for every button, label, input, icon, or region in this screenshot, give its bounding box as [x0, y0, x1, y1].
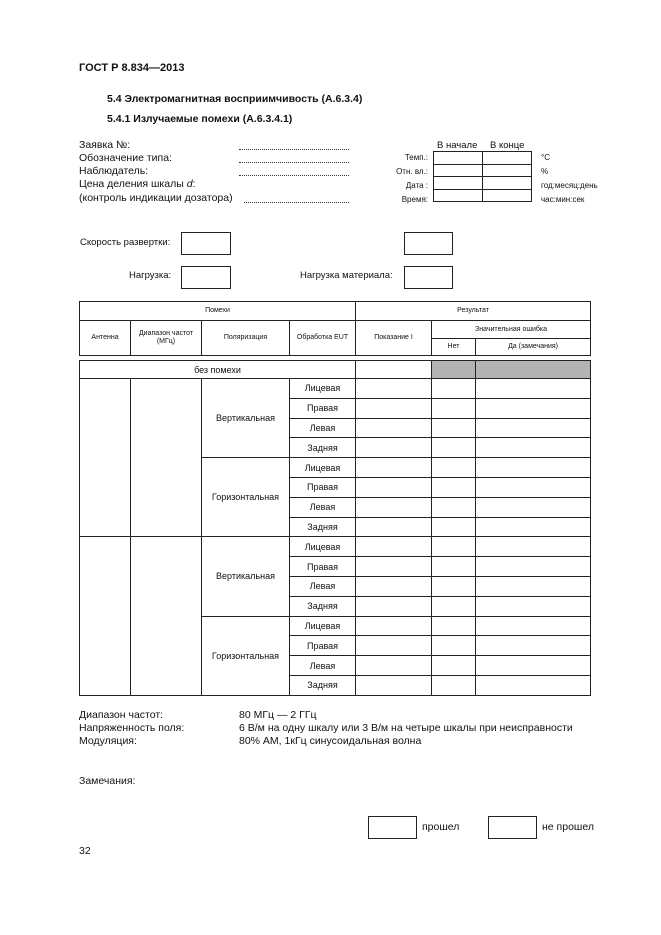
- failed-label: не прошел: [542, 821, 594, 833]
- type-field[interactable]: [239, 162, 349, 163]
- eut-side-cell: Задняя: [290, 517, 356, 537]
- result-header: Результат: [356, 302, 591, 321]
- no-header: Нет: [432, 339, 476, 356]
- reading-cell[interactable]: [356, 616, 432, 636]
- reading-cell[interactable]: [356, 438, 432, 458]
- eut-side-cell: Лицевая: [290, 537, 356, 557]
- range-header: Диапазон частот (МГц): [131, 321, 202, 356]
- eut-side-cell: Лицевая: [290, 458, 356, 478]
- no-cell[interactable]: [432, 438, 476, 458]
- yes-cell[interactable]: [476, 537, 591, 557]
- reading-cell[interactable]: [356, 636, 432, 656]
- reading-cell[interactable]: [356, 418, 432, 438]
- load-input[interactable]: [181, 266, 231, 289]
- time-end-cell[interactable]: [483, 189, 532, 202]
- yes-cell[interactable]: [476, 477, 591, 497]
- request-field[interactable]: [239, 149, 349, 150]
- no-cell[interactable]: [432, 517, 476, 537]
- yes-cell[interactable]: [476, 379, 591, 399]
- subsection-title: 5.4.1 Излучаемые помехи (А.6.3.4.1): [107, 113, 293, 125]
- eut-side-cell: Левая: [290, 656, 356, 676]
- observer-field[interactable]: [239, 175, 349, 176]
- col-end-label: В конце: [490, 140, 525, 151]
- range-cell[interactable]: [131, 537, 202, 695]
- interference-header: Помехи: [80, 302, 356, 321]
- antenna-header: Антенна: [80, 321, 131, 356]
- material-load-input[interactable]: [404, 266, 453, 289]
- reading-cell[interactable]: [356, 361, 432, 379]
- date-end-cell[interactable]: [483, 177, 532, 190]
- eut-side-cell: Лицевая: [290, 616, 356, 636]
- yes-cell[interactable]: [476, 656, 591, 676]
- col-start-label: В начале: [437, 140, 478, 151]
- reading-cell[interactable]: [356, 458, 432, 478]
- no-cell[interactable]: [432, 497, 476, 517]
- date-label: Дата :: [405, 181, 428, 190]
- yes-cell[interactable]: [476, 398, 591, 418]
- unit-temp: °C: [541, 153, 550, 162]
- eut-side-cell: Правая: [290, 477, 356, 497]
- field-strength-value: 6 В/м на одну шкалу или 3 В/м на четыре шкалы при неисправности: [239, 722, 573, 734]
- eut-side-cell: Правая: [290, 398, 356, 418]
- no-cell[interactable]: [432, 576, 476, 596]
- reading-cell[interactable]: [356, 379, 432, 399]
- gray-cell: [476, 361, 591, 379]
- time-start-cell[interactable]: [434, 189, 483, 202]
- reading-cell[interactable]: [356, 675, 432, 695]
- sweep-label: Скорость развертки:: [80, 237, 171, 248]
- yes-cell[interactable]: [476, 675, 591, 695]
- section-title: 5.4 Электромагнитная восприимчивость (А.6.3.4): [107, 93, 363, 105]
- unit-time: час:мин:сек: [541, 195, 585, 204]
- modulation-value: 80% АМ, 1кГц синусоидальная волна: [239, 735, 422, 747]
- load-label: Нагрузка:: [129, 270, 172, 281]
- no-cell[interactable]: [432, 636, 476, 656]
- yes-cell[interactable]: [476, 616, 591, 636]
- scale-division-label: Цена деления шкалы d:: [79, 178, 196, 190]
- temp-start-cell[interactable]: [434, 152, 483, 165]
- results-table: [79, 301, 591, 696]
- reading-cell[interactable]: [356, 477, 432, 497]
- eut-side-cell: Левая: [290, 576, 356, 596]
- humidity-end-cell[interactable]: [483, 164, 532, 177]
- polarization-header: Поляризация: [202, 321, 290, 356]
- yes-cell[interactable]: [476, 418, 591, 438]
- range-label: Диапазон частот:: [79, 709, 164, 721]
- unit-humidity: %: [541, 167, 549, 176]
- yes-cell[interactable]: [476, 458, 591, 478]
- reading-cell[interactable]: [356, 497, 432, 517]
- observer-label: Наблюдатель:: [79, 165, 149, 177]
- polarization-cell: Горизонтальная: [202, 616, 290, 695]
- unit-date: год:месяц:день: [541, 181, 598, 190]
- no-interference-row-label: без помехи: [80, 361, 356, 379]
- yes-cell[interactable]: [476, 497, 591, 517]
- humidity-label: Отн. вл.:: [396, 167, 428, 176]
- control-label: (контроль индикации дозатора): [79, 192, 233, 204]
- type-label: Обозначение типа:: [79, 152, 172, 164]
- reading-header: Показание I: [356, 321, 432, 356]
- yes-cell[interactable]: [476, 438, 591, 458]
- sweep-input-2[interactable]: [404, 232, 453, 255]
- no-cell[interactable]: [432, 379, 476, 399]
- reading-cell[interactable]: [356, 398, 432, 418]
- range-cell[interactable]: [131, 379, 202, 537]
- remarks-label: Замечания:: [79, 775, 136, 787]
- no-cell[interactable]: [432, 458, 476, 478]
- sweep-input[interactable]: [181, 232, 231, 255]
- reading-cell[interactable]: [356, 517, 432, 537]
- field-strength-label: Напряженность поля:: [79, 722, 185, 734]
- date-start-cell[interactable]: [434, 177, 483, 190]
- eut-side-cell: Задняя: [290, 675, 356, 695]
- polarization-cell: Вертикальная: [202, 379, 290, 458]
- significant-error-header: Значительная ошибка: [432, 321, 591, 339]
- reading-cell[interactable]: [356, 596, 432, 616]
- eut-side-cell: Лицевая: [290, 379, 356, 399]
- polarization-cell: Горизонтальная: [202, 458, 290, 537]
- no-cell[interactable]: [432, 537, 476, 557]
- yes-cell[interactable]: [476, 636, 591, 656]
- yes-cell[interactable]: [476, 517, 591, 537]
- temp-label: Темп.:: [404, 153, 428, 162]
- reading-cell[interactable]: [356, 537, 432, 557]
- request-label: Заявка №:: [79, 139, 131, 151]
- reading-cell[interactable]: [356, 557, 432, 577]
- document-standard-code: ГОСТ Р 8.834—2013: [79, 62, 185, 74]
- antenna-cell[interactable]: [80, 379, 131, 537]
- temp-end-cell[interactable]: [483, 152, 532, 165]
- page-number: 32: [79, 845, 91, 857]
- no-cell[interactable]: [432, 675, 476, 695]
- eut-header: Обработка EUT: [290, 321, 356, 356]
- conditions-grid: [433, 151, 532, 202]
- no-cell[interactable]: [432, 418, 476, 438]
- eut-side-cell: Задняя: [290, 596, 356, 616]
- time-label: Время:: [401, 195, 428, 204]
- yes-cell[interactable]: [476, 576, 591, 596]
- yes-cell[interactable]: [476, 557, 591, 577]
- eut-side-cell: Задняя: [290, 438, 356, 458]
- polarization-cell: Вертикальная: [202, 537, 290, 616]
- control-field[interactable]: [244, 202, 349, 203]
- passed-checkbox[interactable]: [368, 816, 417, 839]
- eut-side-cell: Правая: [290, 636, 356, 656]
- yes-header: Да (замечания): [476, 339, 591, 356]
- antenna-cell[interactable]: [80, 537, 131, 695]
- modulation-label: Модуляция:: [79, 735, 137, 747]
- eut-side-cell: Правая: [290, 557, 356, 577]
- failed-checkbox[interactable]: [488, 816, 537, 839]
- no-cell[interactable]: [432, 656, 476, 676]
- no-cell[interactable]: [432, 616, 476, 636]
- range-value: 80 МГц — 2 ГГц: [239, 709, 317, 721]
- passed-label: прошел: [422, 821, 460, 833]
- humidity-start-cell[interactable]: [434, 164, 483, 177]
- eut-side-cell: Левая: [290, 497, 356, 517]
- no-cell[interactable]: [432, 398, 476, 418]
- gray-cell: [432, 361, 476, 379]
- material-load-label: Нагрузка материала:: [300, 270, 393, 281]
- eut-side-cell: Левая: [290, 418, 356, 438]
- yes-cell[interactable]: [476, 596, 591, 616]
- reading-cell[interactable]: [356, 576, 432, 596]
- no-cell[interactable]: [432, 557, 476, 577]
- no-cell[interactable]: [432, 596, 476, 616]
- no-cell[interactable]: [432, 477, 476, 497]
- reading-cell[interactable]: [356, 656, 432, 676]
